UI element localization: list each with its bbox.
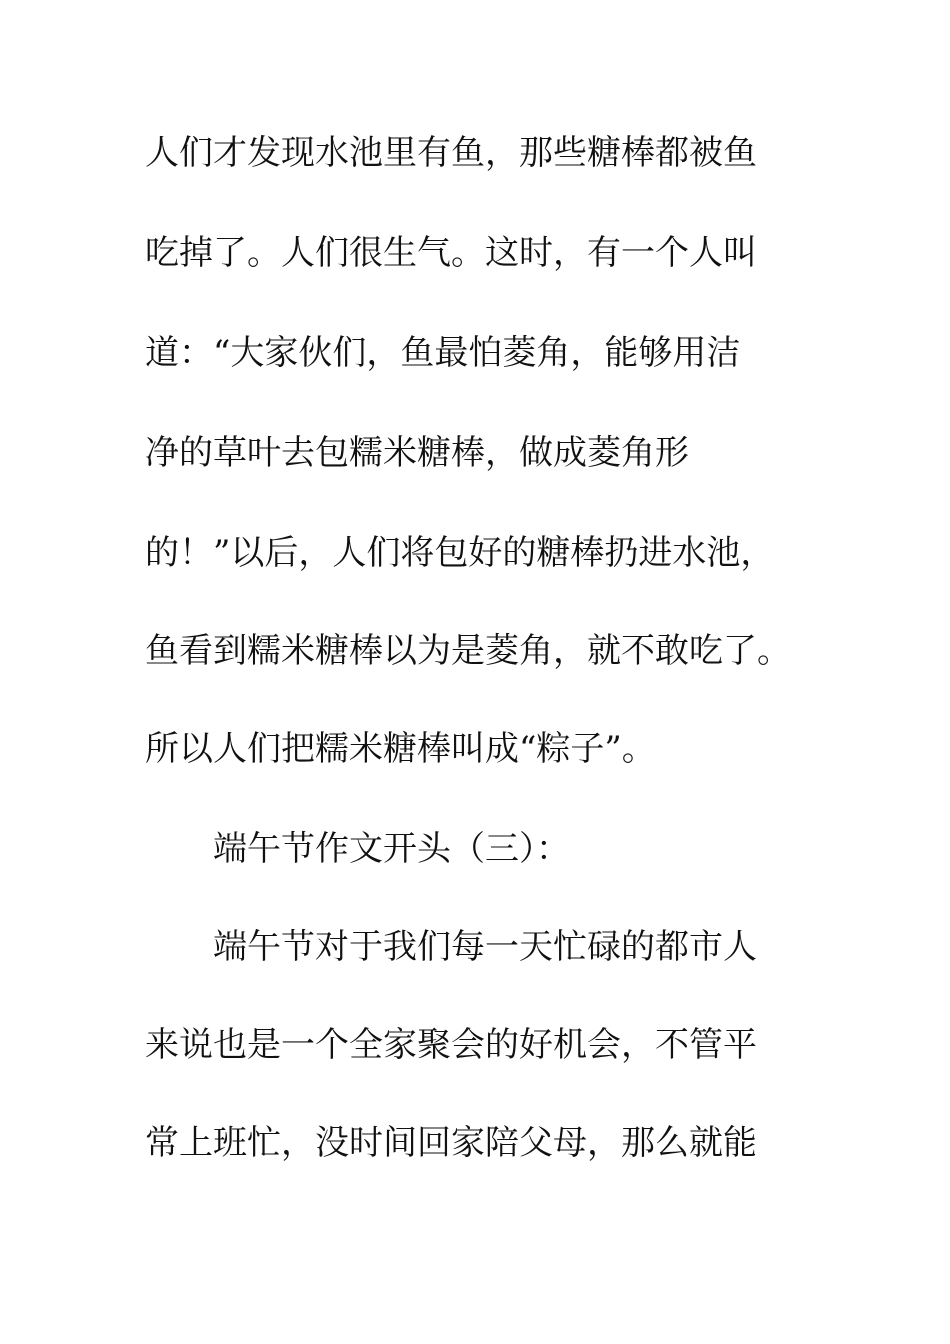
text-line: 人们才发现水池里有鱼，那些糖棒都被鱼 xyxy=(145,133,757,173)
text-line: 所以人们把糯米糖棒叫成“粽子”。 xyxy=(145,729,656,769)
text-line: 的！”以后，人们将包好的糖棒扔进水池， xyxy=(145,533,775,573)
text-line: 道：“大家伙们，鱼最怕菱角，能够用洁 xyxy=(145,333,741,373)
section-heading: 端午节作文开头（三）： xyxy=(213,829,570,869)
text-line: 净的草叶去包糯米糖棒，做成菱角形 xyxy=(145,433,689,473)
text-line: 常上班忙，没时间回家陪父母，那么就能 xyxy=(145,1123,757,1163)
text-line: 吃掉了。人们很生气。这时，有一个人叫 xyxy=(145,233,757,273)
paragraph-first-line: 端午节对于我们每一天忙碌的都市人 xyxy=(213,927,757,967)
text-line: 鱼看到糯米糖棒以为是菱角，就不敢吃了。 xyxy=(145,631,791,671)
text-line: 来说也是一个全家聚会的好机会，不管平 xyxy=(145,1025,757,1065)
